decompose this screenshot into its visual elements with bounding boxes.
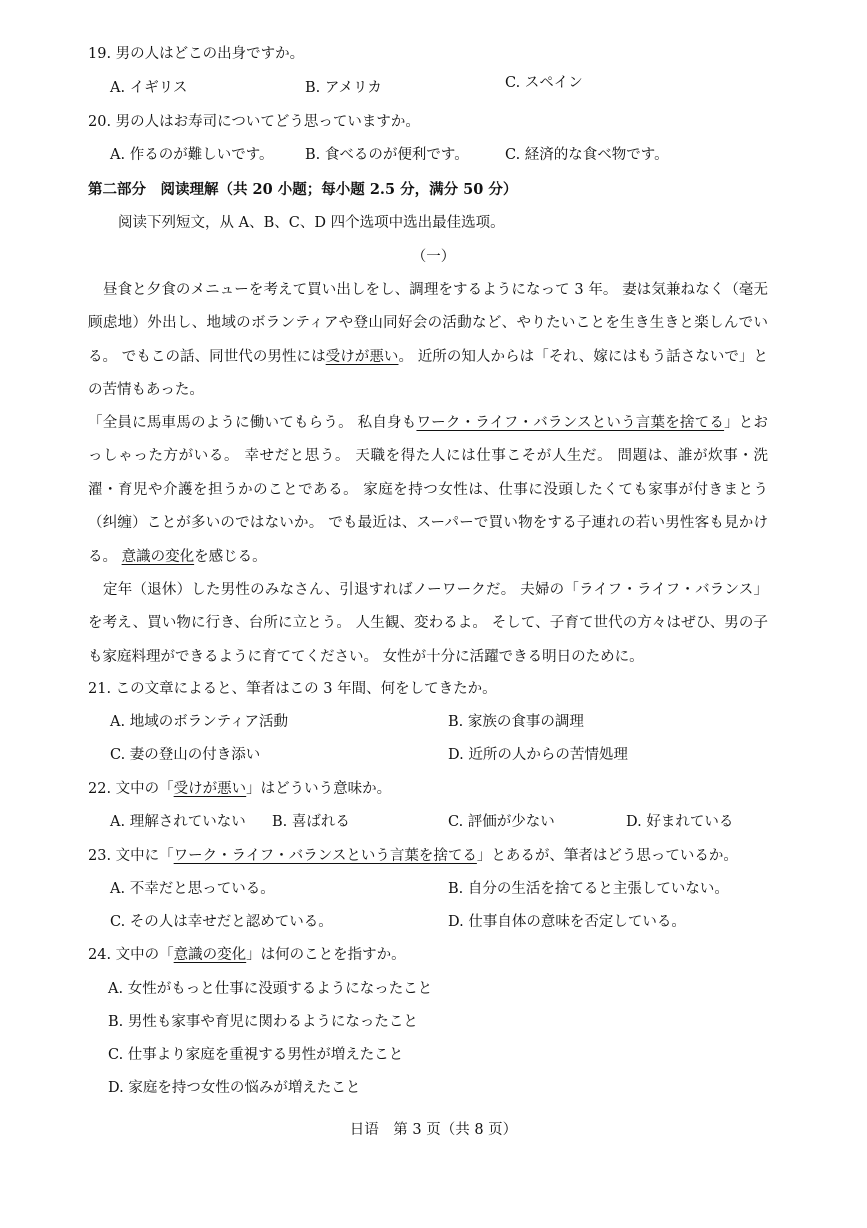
question-20: 20. 男の人はお寿司についてどう思っていますか。 xyxy=(88,114,420,130)
passage-paragraph-1: 昼食と夕食のメニューを考えて買い出しをし、調理をするようになって 3 年。 妻は気兼ねなく（毫无顾虑地）外出し、地域のボランティアや登山同好会の活動など、やりたいことを生き生きと楽しんでいる。 でもこの話、同世代の男性には受けが悪い。 近所の知人からは「それ、嫁にはもう話さないで」との苦情もあった。 xyxy=(88,282,769,399)
q23-option-d: D. 仕事自体の意味を否定している。 xyxy=(448,914,686,930)
q23-option-a: A. 不幸だと思っている。 xyxy=(110,881,275,897)
q21-option-b: B. 家族の食事の調理 xyxy=(448,714,584,730)
q21-option-d: D. 近所の人からの苦情処理 xyxy=(448,747,628,763)
q21-option-a: A. 地域のボランティア活動 xyxy=(110,714,289,730)
question-19: 19. 男の人はどこの出身ですか。 xyxy=(88,46,305,62)
q24-option-b: B. 男性も家事や育児に関わるようになったこと xyxy=(108,1014,418,1030)
underline-phrase-2: ワーク・ライフ・バランスという言葉を捨てる xyxy=(416,415,725,431)
q22-option-b: B. 喜ばれる xyxy=(272,814,350,830)
q23-option-c: C. その人は幸せだと認めている。 xyxy=(110,914,333,930)
q20-option-b: B. 食べるのが便利です。 xyxy=(305,147,469,163)
q24-option-c: C. 仕事より家庭を重視する男性が増えたこと xyxy=(108,1047,404,1063)
passage-number: （一） xyxy=(411,249,456,265)
passage-paragraph-3: 定年（退休）した男性のみなさん、引退すればノーワークだ。 夫婦の「ライフ・ライフ・バランス」を考え、買い物に行き、台所に立とう。 人生観、変わるよ。 そして、子育て世代の方々はぜひ、男の子も家庭料理ができるように育ててください。 女性が十分に活躍できる明日のために。 xyxy=(88,582,768,665)
q19-option-a: A. イギリス xyxy=(110,80,188,96)
q20-option-a: A. 作るのが難しいです。 xyxy=(110,147,274,163)
q24-option-d: D. 家庭を持つ女性の悩みが増えたこと xyxy=(108,1080,361,1096)
question-23: 23. 文中に「ワーク・ライフ・バランスという言葉を捨てる」とあるが、筆者はどう思っているか。 xyxy=(88,848,738,864)
underline-phrase-3: 意識の変化 xyxy=(121,548,195,565)
q19-option-c: C. スペイン xyxy=(505,75,583,91)
q23-option-b: B. 自分の生活を捨てると主張していない。 xyxy=(448,881,729,897)
q19-option-b: B. アメリカ xyxy=(305,80,382,96)
section-instruction: 阅读下列短文，从 A、B、C、D 四个选项中选出最佳选项。 xyxy=(118,215,505,231)
section-heading: 第二部分 阅读理解（共 20 小题；每小题 2.5 分，满分 50 分） xyxy=(88,181,518,198)
page-footer: 日语 第 3 页（共 8 页） xyxy=(349,1122,518,1138)
passage-paragraph-2: 「全員に馬車馬のように働いてもらう。 私自身もワーク・ライフ・バランスという言葉を捨てる」とおっしゃった方がいる。 幸せだと思う。 天職を得た人には仕事こそが人生だ。 問題は、誰が炊事・洗濯・育児や介護を担うかのことである。 家庭を持つ女性は、仕事に没頭したくても家事が付きまとう（纠缠）ことが多いのではないか。 でも最近は、スーパーで買い物をする子連れの若い男性客も見かける。 意識の変化を感じる。 xyxy=(88,415,768,565)
q22-option-d: D. 好まれている xyxy=(626,814,734,830)
q21-option-c: C. 妻の登山の付き添い xyxy=(110,747,261,763)
question-22: 22. 文中の「受けが悪い」はどういう意味か。 xyxy=(88,781,392,797)
question-24: 24. 文中の「意識の変化」は何のことを指すか。 xyxy=(88,947,406,963)
q22-option-c: C. 評価が少ない xyxy=(448,814,555,830)
question-21: 21. この文章によると、筆者はこの 3 年間、何をしてきたか。 xyxy=(88,681,497,697)
underline-phrase-1: 受けが悪い xyxy=(325,348,399,365)
q24-option-a: A. 女性がもっと仕事に没頭するようになったこと xyxy=(108,981,433,997)
q20-option-c: C. 経済的な食べ物です。 xyxy=(505,147,669,163)
q22-option-a: A. 理解されていない xyxy=(110,814,246,830)
